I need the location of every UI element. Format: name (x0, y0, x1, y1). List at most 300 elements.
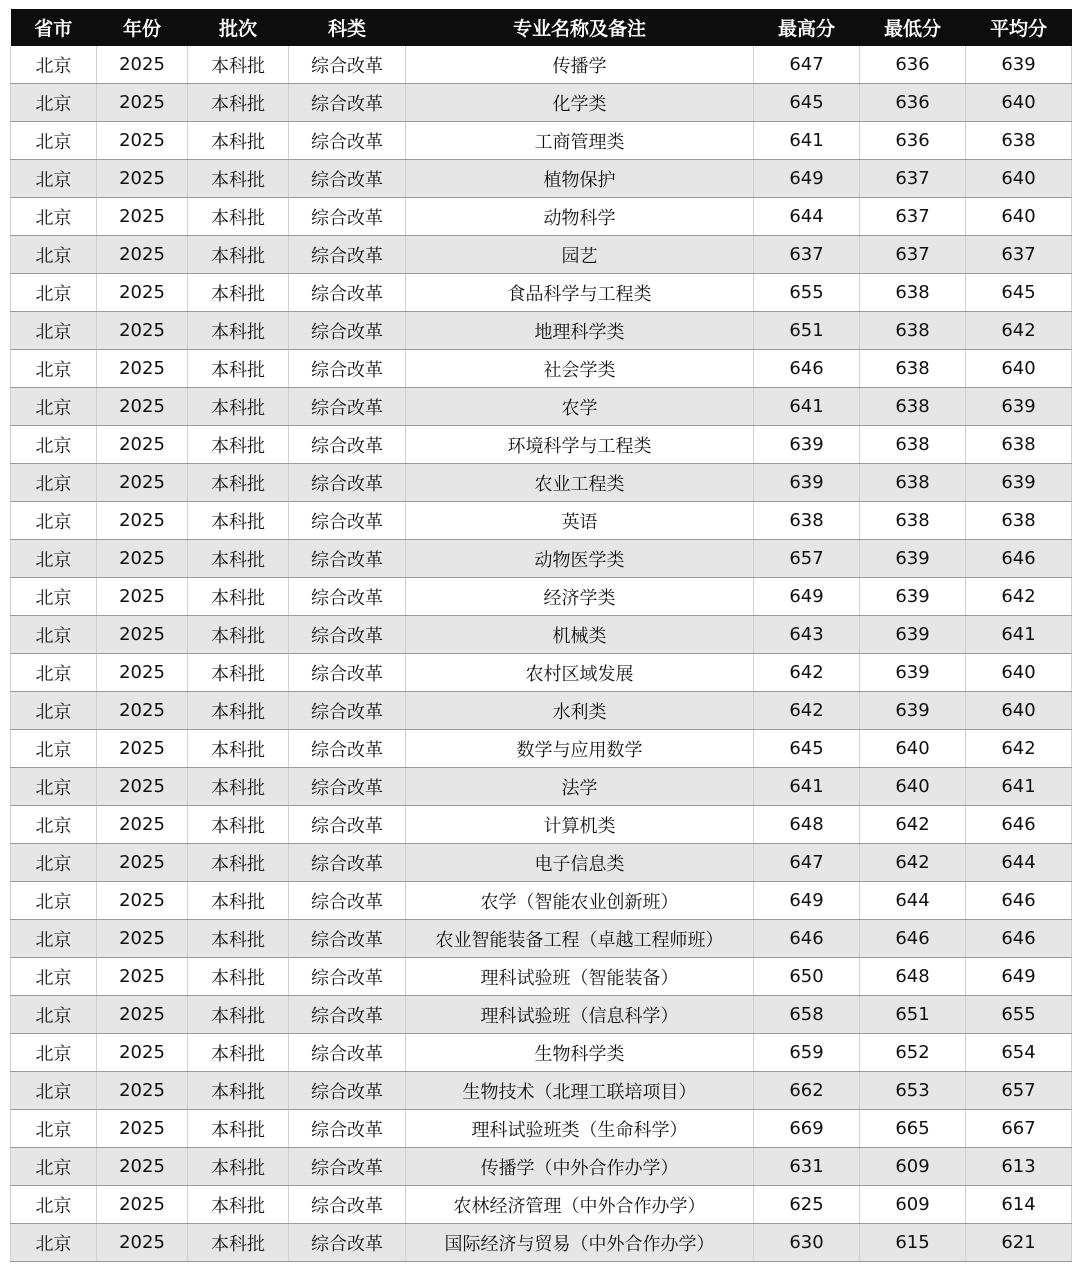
cell-category: 综合改革 (289, 1224, 406, 1262)
cell-min-score: 640 (860, 730, 966, 768)
table-row (11, 236, 1072, 274)
cell-batch: 本科批 (188, 1110, 289, 1148)
cell-year: 2025 (97, 46, 188, 84)
cell-min-score: 665 (860, 1110, 966, 1148)
cell-avg-score: 646 (966, 806, 1072, 844)
cell-major: 食品科学与工程类 (406, 274, 754, 312)
cell-max-score: 647 (754, 844, 860, 882)
cell-max-score: 649 (754, 882, 860, 920)
cell-batch: 本科批 (188, 768, 289, 806)
cell-max-score: 646 (754, 350, 860, 388)
cell-province: 北京 (11, 806, 97, 844)
cell-category: 综合改革 (289, 502, 406, 540)
cell-major: 经济学类 (406, 578, 754, 616)
cell-avg-score: 641 (966, 768, 1072, 806)
cell-province: 北京 (11, 996, 97, 1034)
cell-max-score: 639 (754, 426, 860, 464)
cell-major: 传播学（中外合作办学） (406, 1148, 754, 1186)
cell-year: 2025 (97, 578, 188, 616)
cell-avg-score: 640 (966, 654, 1072, 692)
table-row (11, 388, 1072, 426)
cell-batch: 本科批 (188, 616, 289, 654)
cell-max-score: 643 (754, 616, 860, 654)
cell-major: 农林经济管理（中外合作办学） (406, 1186, 754, 1224)
cell-min-score: 651 (860, 996, 966, 1034)
score-table-container (10, 9, 1071, 1262)
cell-category: 综合改革 (289, 464, 406, 502)
cell-major: 植物保护 (406, 160, 754, 198)
cell-province: 北京 (11, 1148, 97, 1186)
admission-score-table (10, 9, 1072, 1262)
cell-category: 综合改革 (289, 920, 406, 958)
cell-max-score: 641 (754, 768, 860, 806)
cell-max-score: 645 (754, 730, 860, 768)
cell-batch: 本科批 (188, 1186, 289, 1224)
table-row (11, 312, 1072, 350)
cell-avg-score: 638 (966, 426, 1072, 464)
table-row (11, 806, 1072, 844)
cell-batch: 本科批 (188, 464, 289, 502)
cell-min-score: 615 (860, 1224, 966, 1262)
cell-category: 综合改革 (289, 46, 406, 84)
cell-min-score: 642 (860, 806, 966, 844)
cell-year: 2025 (97, 1034, 188, 1072)
cell-min-score: 637 (860, 198, 966, 236)
table-row (11, 882, 1072, 920)
cell-major: 国际经济与贸易（中外合作办学） (406, 1224, 754, 1262)
cell-category: 综合改革 (289, 540, 406, 578)
cell-max-score: 638 (754, 502, 860, 540)
table-row (11, 350, 1072, 388)
cell-avg-score: 645 (966, 274, 1072, 312)
cell-major: 理科试验班类（生命科学） (406, 1110, 754, 1148)
cell-batch: 本科批 (188, 426, 289, 464)
cell-province: 北京 (11, 1110, 97, 1148)
cell-batch: 本科批 (188, 160, 289, 198)
cell-avg-score: 657 (966, 1072, 1072, 1110)
cell-year: 2025 (97, 236, 188, 274)
table-row (11, 540, 1072, 578)
cell-year: 2025 (97, 160, 188, 198)
header-min-score: 最低分 (860, 9, 966, 46)
header-row (11, 9, 1072, 46)
cell-province: 北京 (11, 46, 97, 84)
cell-max-score: 647 (754, 46, 860, 84)
cell-year: 2025 (97, 768, 188, 806)
cell-max-score: 645 (754, 84, 860, 122)
cell-avg-score: 639 (966, 388, 1072, 426)
cell-category: 综合改革 (289, 236, 406, 274)
cell-category: 综合改革 (289, 1110, 406, 1148)
cell-avg-score: 621 (966, 1224, 1072, 1262)
cell-year: 2025 (97, 654, 188, 692)
cell-category: 综合改革 (289, 1034, 406, 1072)
cell-province: 北京 (11, 1072, 97, 1110)
cell-min-score: 636 (860, 46, 966, 84)
cell-batch: 本科批 (188, 996, 289, 1034)
cell-province: 北京 (11, 464, 97, 502)
cell-category: 综合改革 (289, 274, 406, 312)
cell-category: 综合改革 (289, 1072, 406, 1110)
cell-category: 综合改革 (289, 806, 406, 844)
cell-max-score: 662 (754, 1072, 860, 1110)
cell-avg-score: 640 (966, 160, 1072, 198)
cell-batch: 本科批 (188, 806, 289, 844)
cell-province: 北京 (11, 388, 97, 426)
cell-max-score: 657 (754, 540, 860, 578)
cell-batch: 本科批 (188, 388, 289, 426)
cell-batch: 本科批 (188, 958, 289, 996)
cell-province: 北京 (11, 882, 97, 920)
cell-min-score: 639 (860, 654, 966, 692)
cell-major: 传播学 (406, 46, 754, 84)
header-province: 省市 (11, 9, 97, 46)
cell-min-score: 638 (860, 464, 966, 502)
cell-year: 2025 (97, 388, 188, 426)
cell-batch: 本科批 (188, 122, 289, 160)
cell-major: 农学（智能农业创新班） (406, 882, 754, 920)
cell-major: 理科试验班（智能装备） (406, 958, 754, 996)
cell-min-score: 637 (860, 160, 966, 198)
cell-min-score: 653 (860, 1072, 966, 1110)
cell-min-score: 639 (860, 578, 966, 616)
table-header (11, 9, 1072, 46)
cell-batch: 本科批 (188, 274, 289, 312)
cell-category: 综合改革 (289, 844, 406, 882)
cell-major: 地理科学类 (406, 312, 754, 350)
cell-year: 2025 (97, 122, 188, 160)
cell-max-score: 644 (754, 198, 860, 236)
cell-major: 法学 (406, 768, 754, 806)
cell-province: 北京 (11, 730, 97, 768)
cell-batch: 本科批 (188, 46, 289, 84)
cell-min-score: 609 (860, 1186, 966, 1224)
table-row (11, 730, 1072, 768)
cell-max-score: 642 (754, 654, 860, 692)
cell-province: 北京 (11, 540, 97, 578)
cell-min-score: 640 (860, 768, 966, 806)
cell-year: 2025 (97, 1072, 188, 1110)
cell-major: 农学 (406, 388, 754, 426)
header-major: 专业名称及备注 (406, 9, 754, 46)
cell-category: 综合改革 (289, 730, 406, 768)
cell-category: 综合改革 (289, 388, 406, 426)
cell-major: 农业智能装备工程（卓越工程师班） (406, 920, 754, 958)
cell-avg-score: 640 (966, 350, 1072, 388)
cell-year: 2025 (97, 312, 188, 350)
cell-avg-score: 640 (966, 198, 1072, 236)
cell-min-score: 636 (860, 122, 966, 160)
cell-province: 北京 (11, 654, 97, 692)
cell-province: 北京 (11, 274, 97, 312)
cell-avg-score: 646 (966, 920, 1072, 958)
cell-batch: 本科批 (188, 1072, 289, 1110)
cell-year: 2025 (97, 958, 188, 996)
cell-max-score: 651 (754, 312, 860, 350)
cell-major: 计算机类 (406, 806, 754, 844)
header-max-score: 最高分 (754, 9, 860, 46)
cell-avg-score: 646 (966, 540, 1072, 578)
table-row (11, 578, 1072, 616)
cell-avg-score: 649 (966, 958, 1072, 996)
table-row (11, 502, 1072, 540)
table-row (11, 692, 1072, 730)
cell-major: 理科试验班（信息科学） (406, 996, 754, 1034)
cell-avg-score: 667 (966, 1110, 1072, 1148)
cell-province: 北京 (11, 312, 97, 350)
cell-max-score: 659 (754, 1034, 860, 1072)
cell-max-score: 641 (754, 122, 860, 160)
cell-province: 北京 (11, 920, 97, 958)
cell-province: 北京 (11, 958, 97, 996)
cell-major: 园艺 (406, 236, 754, 274)
cell-category: 综合改革 (289, 882, 406, 920)
cell-year: 2025 (97, 920, 188, 958)
cell-batch: 本科批 (188, 920, 289, 958)
cell-batch: 本科批 (188, 1148, 289, 1186)
cell-province: 北京 (11, 692, 97, 730)
cell-min-score: 642 (860, 844, 966, 882)
cell-max-score: 637 (754, 236, 860, 274)
cell-province: 北京 (11, 844, 97, 882)
cell-category: 综合改革 (289, 996, 406, 1034)
cell-category: 综合改革 (289, 1148, 406, 1186)
cell-category: 综合改革 (289, 312, 406, 350)
cell-avg-score: 644 (966, 844, 1072, 882)
table-row (11, 464, 1072, 502)
cell-province: 北京 (11, 122, 97, 160)
cell-avg-score: 640 (966, 692, 1072, 730)
cell-major: 环境科学与工程类 (406, 426, 754, 464)
cell-province: 北京 (11, 160, 97, 198)
table-row (11, 1072, 1072, 1110)
cell-avg-score: 639 (966, 464, 1072, 502)
cell-max-score: 642 (754, 692, 860, 730)
cell-batch: 本科批 (188, 198, 289, 236)
cell-max-score: 650 (754, 958, 860, 996)
cell-major: 生物科学类 (406, 1034, 754, 1072)
table-row (11, 274, 1072, 312)
cell-category: 综合改革 (289, 198, 406, 236)
cell-category: 综合改革 (289, 578, 406, 616)
table-row (11, 426, 1072, 464)
table-row (11, 46, 1072, 84)
cell-max-score: 655 (754, 274, 860, 312)
cell-avg-score: 640 (966, 84, 1072, 122)
cell-province: 北京 (11, 616, 97, 654)
cell-category: 综合改革 (289, 958, 406, 996)
table-row (11, 616, 1072, 654)
table-row (11, 84, 1072, 122)
cell-year: 2025 (97, 274, 188, 312)
cell-avg-score: 642 (966, 730, 1072, 768)
cell-province: 北京 (11, 350, 97, 388)
cell-batch: 本科批 (188, 844, 289, 882)
cell-avg-score: 655 (966, 996, 1072, 1034)
table-row (11, 1186, 1072, 1224)
table-row (11, 1110, 1072, 1148)
table-row (11, 654, 1072, 692)
cell-avg-score: 639 (966, 46, 1072, 84)
cell-min-score: 638 (860, 426, 966, 464)
cell-min-score: 638 (860, 502, 966, 540)
cell-year: 2025 (97, 882, 188, 920)
cell-province: 北京 (11, 236, 97, 274)
cell-province: 北京 (11, 578, 97, 616)
header-batch: 批次 (188, 9, 289, 46)
cell-year: 2025 (97, 1148, 188, 1186)
cell-avg-score: 638 (966, 122, 1072, 160)
cell-major: 数学与应用数学 (406, 730, 754, 768)
table-row (11, 198, 1072, 236)
cell-max-score: 639 (754, 464, 860, 502)
cell-category: 综合改革 (289, 616, 406, 654)
cell-year: 2025 (97, 198, 188, 236)
cell-min-score: 638 (860, 312, 966, 350)
cell-year: 2025 (97, 844, 188, 882)
cell-avg-score: 654 (966, 1034, 1072, 1072)
cell-province: 北京 (11, 426, 97, 464)
cell-year: 2025 (97, 692, 188, 730)
table-row (11, 844, 1072, 882)
cell-batch: 本科批 (188, 654, 289, 692)
cell-year: 2025 (97, 502, 188, 540)
cell-province: 北京 (11, 1224, 97, 1262)
cell-max-score: 649 (754, 578, 860, 616)
table-row (11, 160, 1072, 198)
cell-avg-score: 614 (966, 1186, 1072, 1224)
cell-min-score: 646 (860, 920, 966, 958)
cell-avg-score: 638 (966, 502, 1072, 540)
cell-min-score: 638 (860, 274, 966, 312)
cell-province: 北京 (11, 198, 97, 236)
cell-province: 北京 (11, 502, 97, 540)
cell-min-score: 639 (860, 616, 966, 654)
cell-category: 综合改革 (289, 84, 406, 122)
cell-category: 综合改革 (289, 350, 406, 388)
cell-province: 北京 (11, 1034, 97, 1072)
cell-category: 综合改革 (289, 122, 406, 160)
cell-batch: 本科批 (188, 236, 289, 274)
cell-category: 综合改革 (289, 768, 406, 806)
cell-major: 动物医学类 (406, 540, 754, 578)
cell-batch: 本科批 (188, 350, 289, 388)
cell-batch: 本科批 (188, 1224, 289, 1262)
cell-year: 2025 (97, 996, 188, 1034)
cell-max-score: 625 (754, 1186, 860, 1224)
cell-category: 综合改革 (289, 160, 406, 198)
cell-year: 2025 (97, 1224, 188, 1262)
cell-major: 电子信息类 (406, 844, 754, 882)
cell-year: 2025 (97, 806, 188, 844)
cell-major: 英语 (406, 502, 754, 540)
header-avg-score: 平均分 (966, 9, 1072, 46)
cell-max-score: 631 (754, 1148, 860, 1186)
cell-batch: 本科批 (188, 502, 289, 540)
cell-year: 2025 (97, 1186, 188, 1224)
cell-batch: 本科批 (188, 540, 289, 578)
cell-avg-score: 642 (966, 312, 1072, 350)
cell-min-score: 644 (860, 882, 966, 920)
header-category: 科类 (289, 9, 406, 46)
cell-major: 机械类 (406, 616, 754, 654)
cell-avg-score: 613 (966, 1148, 1072, 1186)
cell-major: 化学类 (406, 84, 754, 122)
cell-min-score: 636 (860, 84, 966, 122)
cell-major: 农业工程类 (406, 464, 754, 502)
cell-category: 综合改革 (289, 1186, 406, 1224)
cell-major: 社会学类 (406, 350, 754, 388)
cell-year: 2025 (97, 730, 188, 768)
cell-province: 北京 (11, 84, 97, 122)
cell-min-score: 648 (860, 958, 966, 996)
cell-major: 生物技术（北理工联培项目） (406, 1072, 754, 1110)
cell-max-score: 648 (754, 806, 860, 844)
cell-major: 动物科学 (406, 198, 754, 236)
cell-max-score: 649 (754, 160, 860, 198)
cell-min-score: 637 (860, 236, 966, 274)
cell-min-score: 638 (860, 350, 966, 388)
cell-batch: 本科批 (188, 578, 289, 616)
cell-batch: 本科批 (188, 1034, 289, 1072)
cell-max-score: 658 (754, 996, 860, 1034)
header-year: 年份 (97, 9, 188, 46)
cell-max-score: 646 (754, 920, 860, 958)
table-row (11, 958, 1072, 996)
cell-batch: 本科批 (188, 692, 289, 730)
cell-province: 北京 (11, 768, 97, 806)
cell-avg-score: 646 (966, 882, 1072, 920)
table-row (11, 1224, 1072, 1262)
cell-min-score: 652 (860, 1034, 966, 1072)
cell-max-score: 630 (754, 1224, 860, 1262)
cell-avg-score: 641 (966, 616, 1072, 654)
cell-max-score: 641 (754, 388, 860, 426)
cell-avg-score: 642 (966, 578, 1072, 616)
cell-year: 2025 (97, 350, 188, 388)
table-row (11, 122, 1072, 160)
cell-min-score: 638 (860, 388, 966, 426)
cell-major: 工商管理类 (406, 122, 754, 160)
cell-avg-score: 637 (966, 236, 1072, 274)
cell-min-score: 639 (860, 540, 966, 578)
cell-max-score: 669 (754, 1110, 860, 1148)
cell-major: 水利类 (406, 692, 754, 730)
table-body (11, 46, 1072, 1262)
cell-year: 2025 (97, 540, 188, 578)
table-row (11, 1034, 1072, 1072)
table-row (11, 996, 1072, 1034)
cell-category: 综合改革 (289, 692, 406, 730)
table-row (11, 768, 1072, 806)
cell-year: 2025 (97, 464, 188, 502)
cell-year: 2025 (97, 1110, 188, 1148)
cell-batch: 本科批 (188, 312, 289, 350)
cell-year: 2025 (97, 84, 188, 122)
cell-batch: 本科批 (188, 882, 289, 920)
cell-province: 北京 (11, 1186, 97, 1224)
cell-category: 综合改革 (289, 426, 406, 464)
cell-year: 2025 (97, 426, 188, 464)
cell-min-score: 639 (860, 692, 966, 730)
table-row (11, 1148, 1072, 1186)
table-row (11, 920, 1072, 958)
cell-year: 2025 (97, 616, 188, 654)
cell-batch: 本科批 (188, 84, 289, 122)
cell-major: 农村区域发展 (406, 654, 754, 692)
cell-category: 综合改革 (289, 654, 406, 692)
cell-min-score: 609 (860, 1148, 966, 1186)
